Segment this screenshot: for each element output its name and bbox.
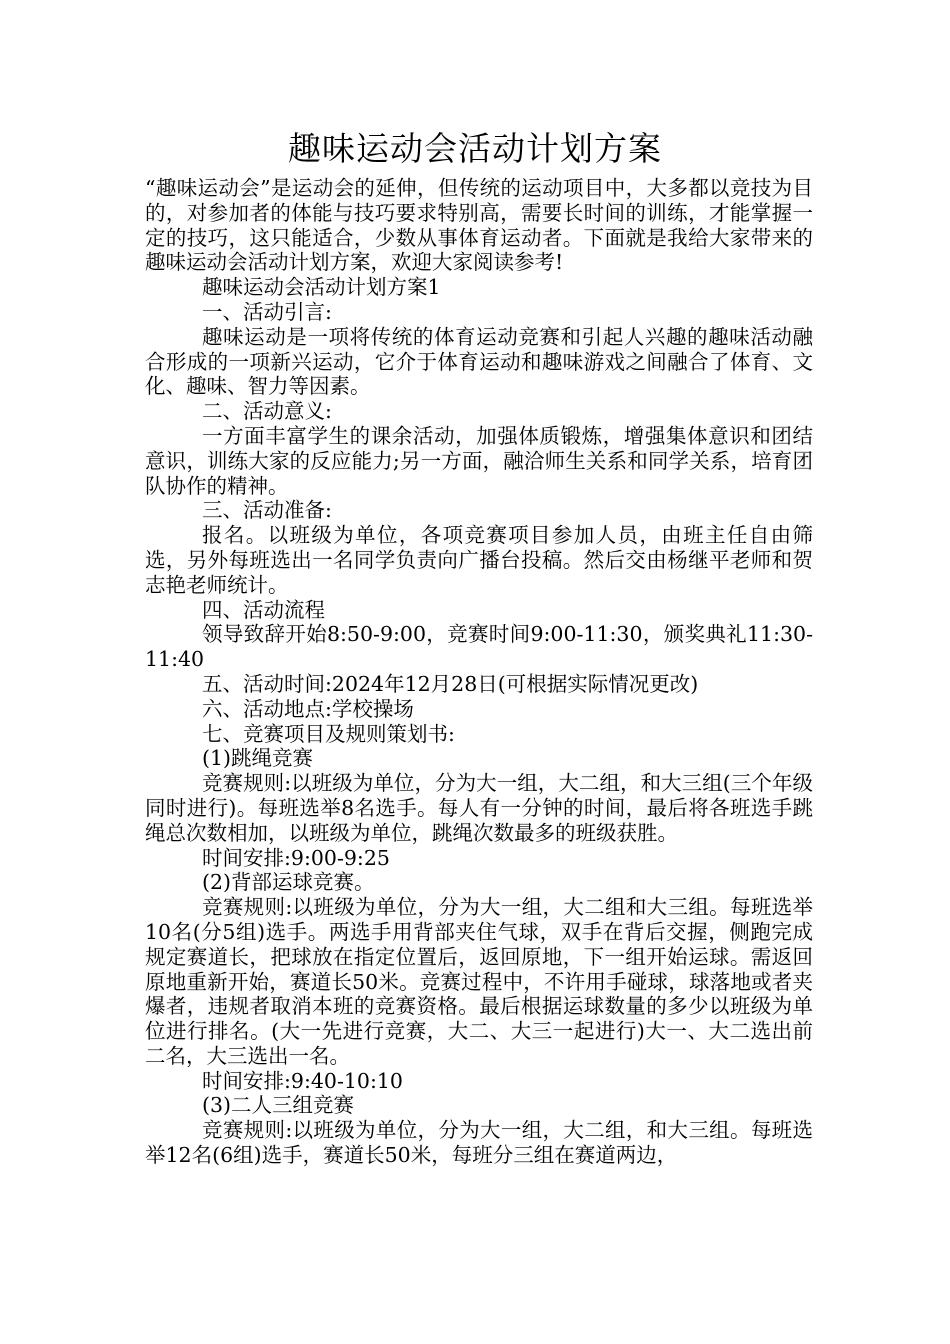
document-body	[145, 176, 813, 1168]
paragraph-significance: 一方面丰富学生的课余活动，加强体质锻炼，增强集体意识和团结意识，训练大家的反应能力;另一方面，融洽师生关系和同学关系，培育团队协作的精神。	[145, 423, 813, 498]
heading-introduction: 一、活动引言:	[202, 299, 332, 324]
paragraph-preparation: 报名。以班级为单位，各项竞赛项目参加人员，由班主任自由筛选，另外每班选出一名同学负责向广播台投稿。然后交由杨继平老师和贺志艳老师统计。	[145, 523, 813, 597]
event-2-title: (2)背部运球竞赛。	[202, 870, 375, 895]
event-1-title: (1)跳绳竞赛	[202, 746, 314, 771]
event-3-rules: 竞赛规则:以班级为单位，分为大一组，大二组，和大三组。每班选举12名(6组)选手，赛道长50米，每班分三组在赛道两边，	[145, 1118, 813, 1168]
event-1-rules: 竞赛规则:以班级为单位，分为大一组，大二组，和大三组(三个年级同时进行)。每班选举8名选手。每人有一分钟的时间，最后将各班选手跳绳总次数相加，以班级为单位，跳绳次数最多的班级获胜。	[145, 771, 813, 845]
heading-process: 四、活动流程	[202, 597, 325, 622]
event-2-rules: 竞赛规则:以班级为单位，分为大一组，大二组和大三组。每班选举10名(分5组)选手。两选手用背部夹住气球，双手在背后交握，侧跑完成规定赛道长，把球放在指定位置后，返回原地，下一组开始运球。需返回原地重新开始，赛道长50米。竞赛过程中，不许用手碰球，球落地或者夹爆者，违规者取消本班的竞赛资格。最后根据运球数量的多少以班级为单位进行排名。(大一先进行竞赛，大二、大三一起进行)大一、大二选出前二名，大三选出一名。	[145, 895, 813, 1068]
paragraph-introduction: 趣味运动是一项将传统的体育运动竞赛和引起人兴趣的趣味活动融合形成的一项新兴运动，它介于体育运动和趣味游戏之间融合了体育、文化、趣味、智力等因素。	[145, 324, 813, 399]
document-title: 趣味运动会活动计划方案	[288, 129, 662, 168]
paragraph-location: 六、活动地点:学校操场	[202, 696, 414, 721]
heading-preparation: 三、活动准备:	[202, 498, 332, 523]
event-1-schedule: 时间安排:9:00-9:25	[202, 845, 390, 870]
paragraph-process: 领导致辞开始8:50-9:00，竞赛时间9:00-11:30，颁奖典礼11:30-11:40	[145, 622, 813, 672]
paragraph-time: 五、活动时间:2024年12月28日(可根据实际情况更改)	[202, 671, 699, 696]
section-title: 趣味运动会活动计划方案1	[202, 275, 441, 300]
event-3-title: (3)二人三组竞赛	[202, 1093, 355, 1118]
event-2-schedule: 时间安排:9:40-10:10	[202, 1068, 403, 1093]
heading-significance: 二、活动意义:	[202, 399, 332, 424]
heading-events: 七、竞赛项目及规则策划书:	[202, 721, 455, 746]
intro-paragraph: “趣味运动会”是运动会的延伸，但传统的运动项目中，大多都以竞技为目的，对参加者的体能与技巧要求特别高，需要长时间的训练，才能掌握一定的技巧，这只能适合，少数从事体育运动者。下面就是我给大家带来的趣味运动会活动计划方案，欢迎大家阅读参考!	[145, 176, 813, 275]
